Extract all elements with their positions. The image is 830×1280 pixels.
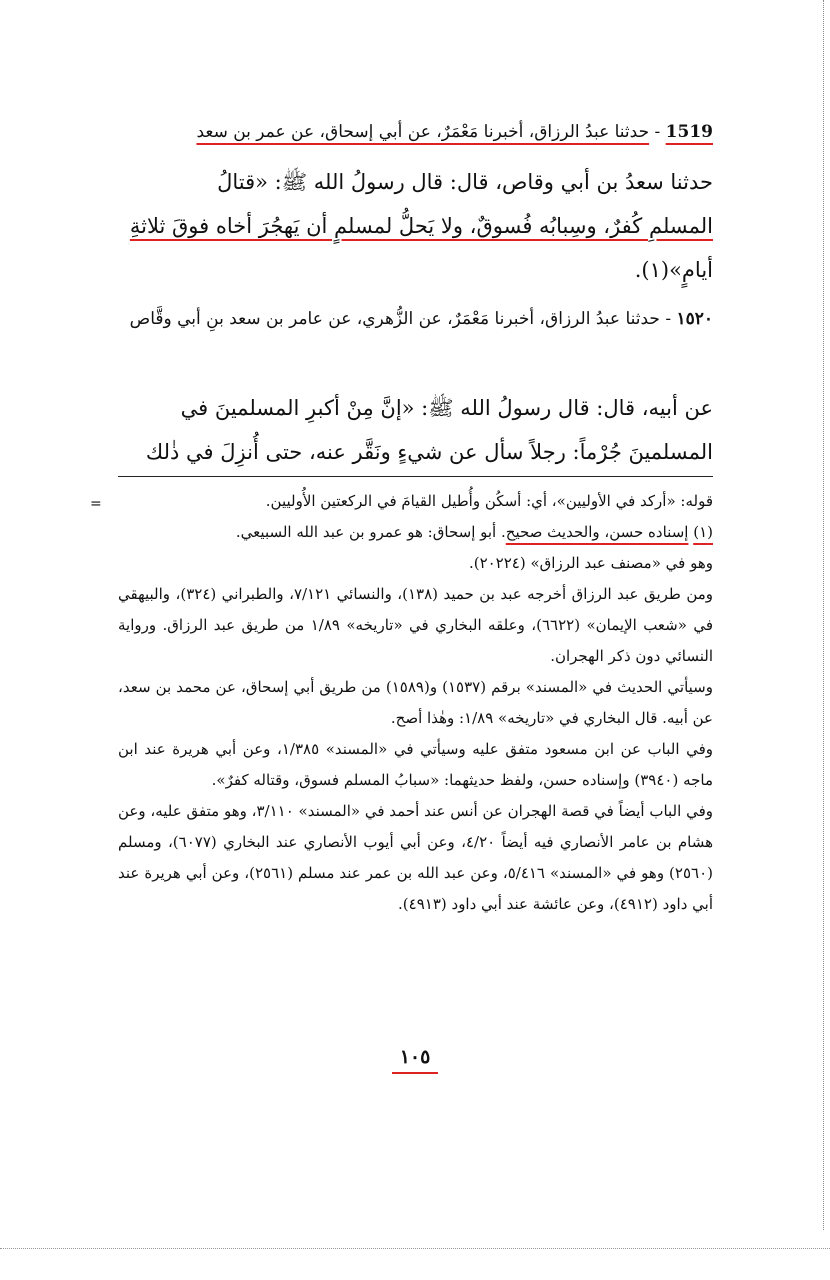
page-number-text: ١٠٥ (392, 1046, 439, 1074)
hadith-1519-matn-line-2: المسلمِ كُفرٌ، وسِبابُه فُسوقٌ، ولا يَحلُّ لمسلمٍ أن يَهجُرَ أخاه فوقَ ثلاثةِ (129, 214, 713, 238)
hadith-1520-intro (118, 302, 713, 336)
footnote-para-5: وفي الباب أيضاً في قصة الهجران عن أنس عند أحمد في «المسند» ٣/١١٠، وهو متفق عليه، وعن هشام بن عامر الأنصاري فيه أيضاً ٤/٢٠، وعن أبي أيوب الأنصاري عند البخاري (٦٠٧٧)، ومسلم (٢٥٦٠) وهو في «المسند» ٥/٤١٦، وعن عبد الله بن عمر عند مسلم (٢٥٦١)، وعن أبي هريرة عند أبي داود (٤٩١٢)، وعن عائشة عند أبي داود (٤٩١٣). (118, 802, 713, 913)
hadith-1520-matn (118, 386, 713, 474)
footnote-continuation-marker: = (90, 496, 102, 512)
hadith-1519-matn-line-3: أيامٍ»(١). (634, 258, 713, 282)
footnote-para-3: وسيأتي الحديث في «المسند» برقم (١٥٣٧) و(١٥٨٩) من طريق أبي إسحاق، عن محمد بن سعد، عن أبيه. قال البخاري في «تاريخه» ١/٨٩: وهٰذا أصح. (118, 678, 713, 727)
footnote-1-grading: إسناده حسن، والحديث صحيح (505, 523, 689, 541)
hadith-1519-intro: 1519 - حدثنا عبدُ الرزاق، أخبرنا مَعْمَرٌ، عن أبي إسحاق، عن عمر بن سعد (196, 122, 713, 142)
footnote-para-2: ومن طريق عبد الرزاق أخرجه عبد بن حميد (١٣٨)، والنسائي ٧/١٢١، والطبراني (٣٢٤)، والبيهقي في «شعب الإيمان» (٦٦٢٢)، وعلقه البخاري في «تاريخه» ١/٨٩ من طريق عبد الرزاق. ورواية النسائي دون ذكر الهجران. (118, 585, 714, 665)
hadith-1520-matn-line-1: عن أبيه، قال: قال رسولُ الله ﷺ: «إنَّ مِنْ أكبرِ المسلمينَ في (180, 396, 713, 420)
footnote-1-source: وهو في «مصنف عبد الرزاق» (٢٠٢٢٤). (468, 554, 713, 572)
footnotes-section (118, 486, 713, 920)
hadith-1519-isnad: حدثنا عبدُ الرزاق، أخبرنا مَعْمَرٌ، عن أبي إسحاق، عن عمر بن سعد (196, 122, 650, 142)
hadith-1520-matn-line-2: المسلمينَ جُرْماً: رجلاً سأل عن شيءٍ ونَقَّر عنه، حتى أُنزِلَ في ذٰلك (145, 440, 713, 464)
footnote-1 (118, 517, 713, 548)
hadith-1520-isnad: - حدثنا عبدُ الرزاق، أخبرنا مَعْمَرٌ، عن الزُّهري، عن عامر بن سعد بنِ أبي وقَّاص (129, 309, 672, 329)
hadith-1520-number: ١٥٢٠ (676, 309, 713, 329)
footnote-separator (118, 476, 713, 477)
hadith-1519-number: 1519 (665, 122, 713, 142)
scan-bottom-edge (0, 1248, 830, 1249)
footnote-continuation: قوله: «أركد في الأوليين»، أي: أسكُن وأُطيل القيامَ في الركعتين الأُوليين. (265, 492, 713, 510)
footnote-para-4: وفي الباب عن ابن مسعود متفق عليه وسيأتي في «المسند» ١/٣٨٥، وعن أبي هريرة عند ابن ماجه (٣٩٤٠) وإسناده حسن، ولفظ حديثهما: «سبابُ المسلم فسوق، وقتاله كفرٌ». (118, 740, 714, 789)
page-number (0, 1046, 830, 1074)
hadith-1519-matn-line-1: حدثنا سعدُ بن أبي وقاص، قال: قال رسولُ الله ﷺ: «قتالُ (217, 170, 713, 194)
footnote-1-label: (١) (693, 523, 713, 541)
footnote-1-narrator: . أبو إسحاق: هو عمرو بن عبد الله السبيعي. (235, 523, 506, 541)
hadith-1519-matn (118, 160, 713, 292)
